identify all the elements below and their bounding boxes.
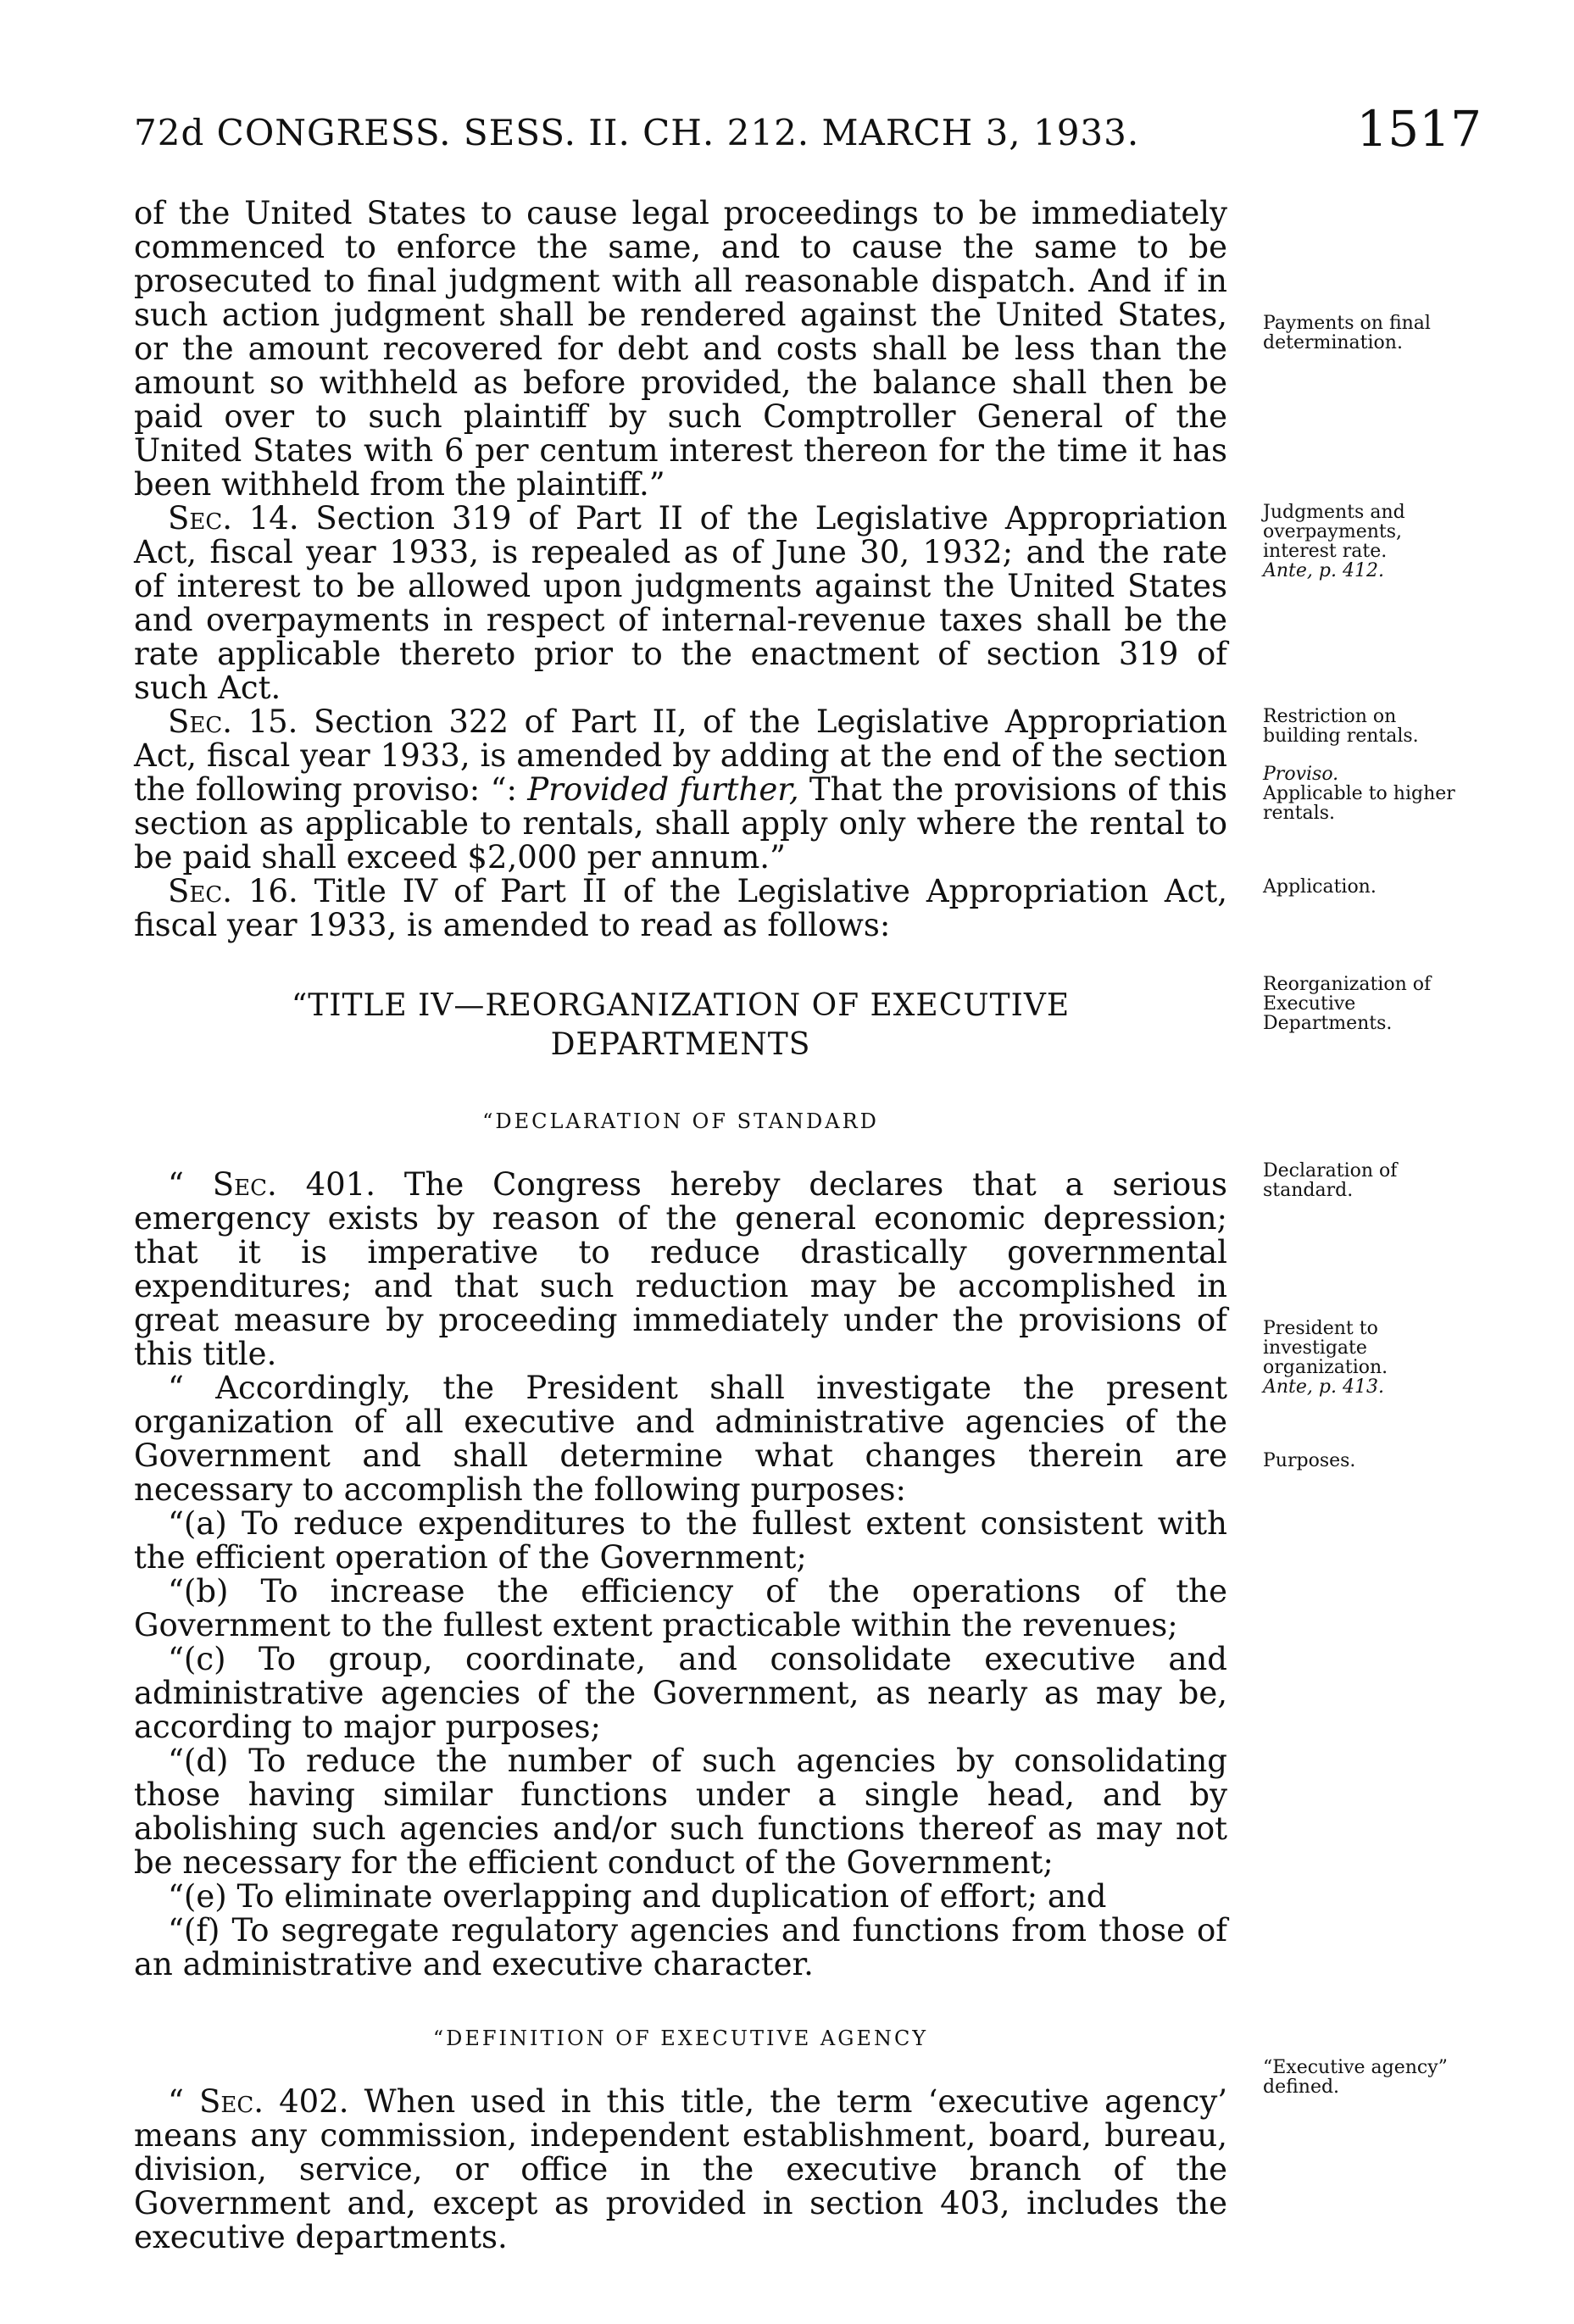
note-text: Declaration of standard. (1263, 1160, 1398, 1201)
note-text: Judgments and overpayments, interest rate. (1263, 502, 1405, 562)
purpose-item-b: “(b) To increase the efficiency of the operations of the Government to the fullest extent practicable within the revenues; (134, 1573, 1227, 1643)
margin-note-executive-agency (1243, 2058, 1471, 2097)
note-text: President to investigate organization. (1263, 1318, 1388, 1378)
subheading-declaration: “DECLARATION OF STANDARD (482, 1109, 879, 1133)
section-text: That the provisions of this section as applicable to rentals, shall apply only where the rental to be paid shall exceed $2,000 per annum.” (134, 771, 1227, 876)
section-401 (134, 1168, 1227, 1371)
running-head: 72d CONGRESS. SESS. II. CH. 212. MARCH 3, 1933. (134, 112, 1140, 153)
note-text: Application. (1263, 876, 1377, 898)
section-text: Section 319 of Part II of the Legislative Appropriation Act, fiscal year 1933, is repealed as of June 30, 1932; and the rate of interest to be allowed upon judgments against the United States and overpayments in respect of internal-revenue taxes shall be the rate applicable thereto prior to the enactment of section 319 of such Act. (134, 500, 1227, 706)
quote-open: “ (168, 1166, 213, 1203)
note-citation: Ante, p. 412. (1263, 560, 1384, 581)
section-label: Sec. 15. (168, 703, 298, 740)
quote-open: “ (168, 2083, 200, 2120)
purpose-item-f: “(f) To segregate regulatory agencies and functions from those of an administrative and executive character. (134, 1912, 1227, 1982)
paragraph-text: of the United States to cause legal proceedings to be immediately commenced to enforce the same, and to cause the same to be prosecuted to final judgment with all reasonable dispatch. And if in such action judgment shall be rendered against the United States, or the amount recovered for debt and costs shall be less than the amount so withheld as before provided, the balance shall then be paid over to such plaintiff by such Comptroller General of the United States with 6 per centum interest thereon for the time it has been withheld from the plaintiff.” (134, 195, 1227, 503)
purpose-item-d: “(d) To reduce the number of such agencies by consolidating those having similar functions under a single head, and by abolishing such agencies and/or such functions thereof as may not be necessary for the efficient conduct of the Government; (134, 1743, 1227, 1881)
margin-note-declaration (1243, 1161, 1471, 1200)
note-text: Applicable to higher rentals. (1263, 783, 1455, 824)
section-label: Sec. 14. (168, 500, 299, 537)
paragraph-accordingly: “ Accordingly, the President shall investigate the present organization of all executive and administrative agencies of the Government and shall determine what changes therein are necessary to accomplish the following purposes: (134, 1370, 1227, 1508)
page-number: 1517 (1356, 100, 1482, 158)
margin-note-payments (1243, 314, 1471, 353)
page-header (134, 100, 1482, 168)
note-text: Restriction on building rentals. (1263, 706, 1419, 747)
section-text: When used in this title, the term ‘executive agency’ means any commission, independent establishment, board, bureau, division, service, or office in the executive branch of the Government and, except as provided in section 403, includes the executive departments. (134, 2083, 1227, 2255)
margin-note-judgments (1243, 503, 1471, 581)
main-text-column (134, 197, 1227, 2255)
section-text: Title IV of Part II of the Legislative Appropriation Act, fiscal year 1933, is amended to read as follows: (134, 873, 1227, 943)
margin-note-purposes (1243, 1451, 1471, 1471)
section-label: Sec. 16. (168, 873, 298, 909)
section-text: The Congress hereby declares that a serious emergency exists by reason of the general economic depression; that it is imperative to reduce drastically governmental expenditures; and that such reduction may be accomplished in great measure by proceeding immediately under the provisions of this title. (134, 1166, 1227, 1372)
subheading-definition: “DEFINITION OF EXECUTIVE AGENCY (432, 2027, 929, 2050)
title-heading (134, 987, 1227, 1065)
margin-note-application (1243, 877, 1471, 897)
section-label: Sec. 401. (212, 1166, 376, 1203)
margin-note-president (1243, 1319, 1471, 1397)
section-text: Section 322 of Part II, of the Legislative Appropriation Act, fiscal year 1933, is amended by adding at the end of the section the following proviso: “: (134, 703, 1227, 808)
note-proviso: Proviso. (1263, 764, 1339, 785)
section-16 (134, 875, 1227, 942)
paragraph-continuation (134, 197, 1227, 502)
purpose-item-c: “(c) To group, coordinate, and consolidate executive and administrative agencies of the Government, as nearly as may be, according to major purposes; (134, 1641, 1227, 1745)
section-14 (134, 502, 1227, 705)
note-text: “Executive agency” defined. (1263, 2057, 1448, 2098)
proviso-italic: Provided further, (527, 771, 799, 808)
section-label: Sec. 402. (199, 2083, 349, 2120)
note-citation: Ante, p. 413. (1263, 1376, 1384, 1398)
note-text: Payments on final determination. (1263, 313, 1431, 353)
margin-note-restriction (1243, 707, 1471, 823)
title-line: “TITLE IV—REORGANIZATION OF EXECUTIVE (291, 988, 1071, 1023)
section-15 (134, 705, 1227, 875)
purpose-item-a: “(a) To reduce expenditures to the fullest extent consistent with the efficient operation of the Government; (134, 1505, 1227, 1576)
purpose-item-e: “(e) To eliminate overlapping and duplication of effort; and (168, 1878, 1107, 1915)
note-text: Purposes. (1263, 1450, 1356, 1471)
section-402 (134, 2085, 1227, 2255)
margin-note-reorganization (1243, 975, 1471, 1033)
note-text: Reorganization of Executive Departments. (1263, 974, 1432, 1034)
title-line: DEPARTMENTS (550, 1027, 811, 1062)
